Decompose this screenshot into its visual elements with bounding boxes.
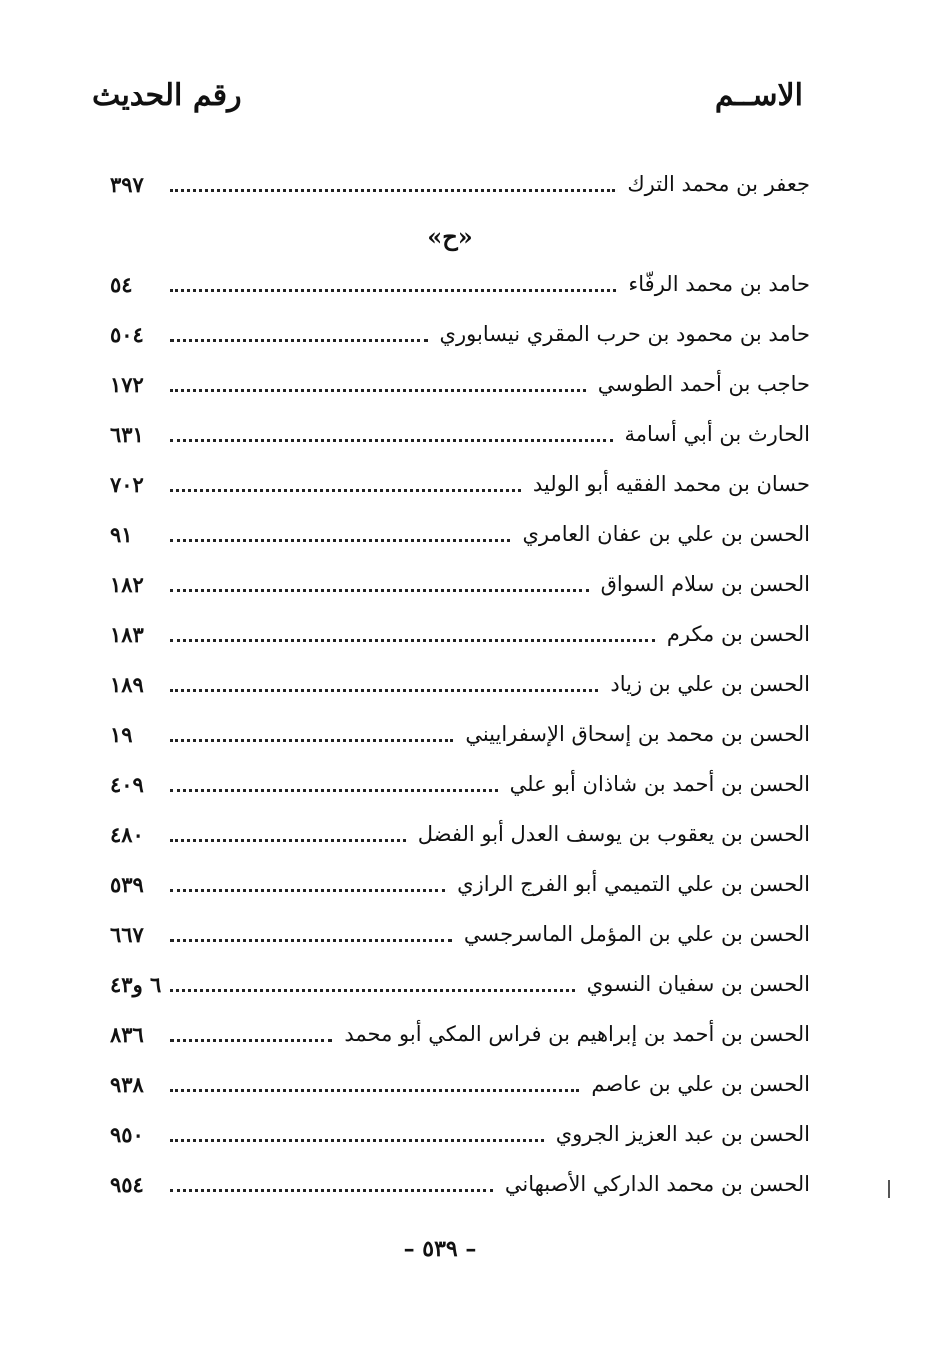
leader-dots (170, 939, 452, 942)
leader-dots (170, 839, 406, 842)
leader-dots (170, 489, 521, 492)
index-entry (110, 514, 810, 554)
entry-ref-number: ٥٠٤ (110, 321, 144, 347)
index-entry (110, 1014, 810, 1054)
index-entry (110, 964, 810, 1004)
entry-name: الحسن بن أحمد بن إبراهيم بن فراس المكي أبو محمد (344, 1022, 810, 1046)
section-letter-heading: «ح» (427, 222, 473, 251)
entry-ref-number: ٩٣٨ (110, 1071, 144, 1097)
entry-name: حسان بن محمد الفقيه أبو الوليد (532, 472, 810, 496)
entry-ref-number: ١٩ (110, 721, 133, 747)
leader-dots (170, 639, 655, 642)
index-entry (110, 364, 810, 404)
index-entry (110, 314, 810, 354)
index-entry (110, 914, 810, 954)
leader-dots (170, 289, 616, 292)
entry-name: جعفر بن محمد الترك (627, 172, 810, 196)
index-entry (110, 864, 810, 904)
leader-dots (170, 989, 575, 992)
entry-name: الحسن بن عبد العزيز الجروي (555, 1122, 810, 1146)
index-entry (110, 1064, 810, 1104)
entry-ref-number: ٩١ (110, 521, 133, 547)
index-entry (110, 664, 810, 704)
entry-name: حامد بن محمد الرفّاء (628, 272, 810, 296)
entry-ref-number: ٦٣١ (110, 421, 144, 447)
index-entry (110, 464, 810, 504)
leader-dots (170, 539, 510, 542)
index-entry (110, 164, 810, 204)
entry-ref-number: ٨٣٦ (110, 1021, 144, 1047)
entry-name: الحسن بن أحمد بن شاذان أبو علي (509, 772, 810, 796)
leader-dots (170, 789, 498, 792)
index-entry (110, 414, 810, 454)
index-entry (110, 814, 810, 854)
entry-name: حاجب بن أحمد الطوسي (597, 372, 810, 396)
leader-dots (170, 589, 589, 592)
entry-ref-number: ٧٠٢ (110, 471, 144, 497)
entry-name: الحارث بن أبي أسامة (624, 422, 810, 446)
leader-dots (170, 389, 586, 392)
page-number: – ٥٣٩ – (403, 1236, 477, 1262)
index-entry (110, 764, 810, 804)
entry-ref-number: ٥٣٩ (110, 871, 144, 897)
margin-mark (888, 1180, 890, 1198)
entry-ref-number: ١٨٩ (110, 671, 144, 697)
entry-name: الحسن بن يعقوب بن يوسف العدل أبو الفضل (417, 822, 810, 846)
entry-name: الحسن بن علي التميمي أبو الفرج الرازي (457, 872, 810, 896)
entry-ref-number: ٩٥٠ (110, 1121, 144, 1147)
index-entry (110, 1164, 810, 1204)
entry-name: الحسن بن علي بن المؤمل الماسرجسي (463, 922, 810, 946)
leader-dots (170, 1139, 544, 1142)
leader-dots (170, 739, 453, 742)
entry-name: الحسن بن سفيان النسوي (586, 972, 810, 996)
entry-ref-number: ٤٠٩ (110, 771, 144, 797)
entry-name: الحسن بن علي بن عفان العامري (522, 522, 810, 546)
entry-ref-number: ١٨٢ (110, 571, 144, 597)
entry-ref-number: ٦٦٧ (110, 921, 144, 947)
entry-ref-number: ٥٤ (110, 271, 133, 297)
leader-dots (170, 1189, 493, 1192)
index-entry (110, 714, 810, 754)
index-entry (110, 1114, 810, 1154)
entry-name: الحسن بن مكرم (666, 622, 810, 646)
entry-ref-number: ٦ و٤٣ (110, 971, 162, 997)
entry-name: الحسن بن سلام السواق (600, 572, 810, 596)
leader-dots (170, 689, 598, 692)
index-entry (110, 614, 810, 654)
leader-dots (170, 1039, 332, 1042)
leader-dots (170, 339, 428, 342)
leader-dots (170, 439, 613, 442)
entry-name: حامد بن محمود بن حرب المقري نيسابوري (439, 322, 810, 346)
leader-dots (170, 1089, 579, 1092)
name-column-header: الاســم (714, 78, 803, 113)
number-column-header: رقم الحديث (92, 78, 242, 113)
entry-name: الحسن بن محمد الداركي الأصبهاني (504, 1172, 810, 1196)
entry-name: الحسن بن محمد بن إسحاق الإسفراييني (465, 722, 810, 746)
leader-dots (170, 189, 615, 192)
entry-ref-number: ٩٥٤ (110, 1171, 144, 1197)
entry-ref-number: ١٧٢ (110, 371, 144, 397)
entry-name: الحسن بن علي بن عاصم (591, 1072, 810, 1096)
index-entry (110, 564, 810, 604)
entry-name: الحسن بن علي بن زياد (610, 672, 810, 696)
entry-ref-number: ٣٩٧ (110, 171, 144, 197)
index-entry (110, 264, 810, 304)
leader-dots (170, 889, 445, 892)
entry-ref-number: ٤٨٠ (110, 821, 144, 847)
entry-ref-number: ١٨٣ (110, 621, 144, 647)
